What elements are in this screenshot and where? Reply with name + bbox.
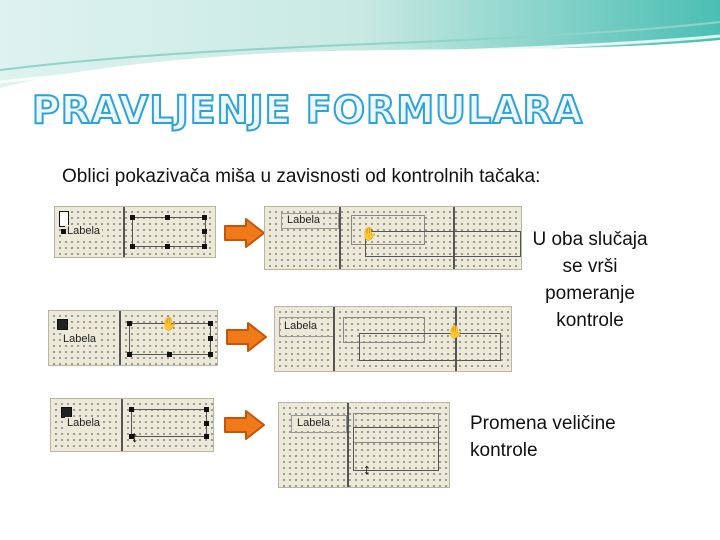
- selection-handle: [204, 434, 209, 439]
- selection-handle: [130, 215, 135, 220]
- selection-handle: [167, 352, 172, 357]
- dragged-outline: [359, 333, 501, 361]
- selection-handle: [130, 244, 135, 249]
- grid-divider: [121, 399, 123, 451]
- grid-divider: [347, 403, 349, 487]
- selection-handle: [165, 244, 170, 249]
- page-title: PRAVLJENJE FORMULARA: [32, 88, 584, 132]
- control-label: Labela: [63, 333, 97, 345]
- page-subtitle: Oblici pokazivača miša u zavisnosti od kontrolnih tačaka:: [62, 166, 541, 187]
- orange-right-arrow-icon: [224, 320, 270, 354]
- control-box: [131, 409, 207, 437]
- control-box: [132, 217, 206, 247]
- selection-handle: [202, 244, 207, 249]
- screenshot-row3-after: [278, 402, 450, 488]
- selection-handle: [61, 229, 66, 234]
- orange-right-arrow-icon: [222, 216, 268, 250]
- screenshot-row1-before: [54, 206, 216, 258]
- control-label: Labela: [284, 320, 318, 332]
- resize-note: Promena veličine kontrole: [470, 413, 616, 461]
- selection-handle: [208, 321, 213, 326]
- selection-handle: [127, 321, 132, 326]
- hand-cursor-icon: ✋: [361, 226, 378, 241]
- vertical-resize-cursor-icon: ↕: [131, 429, 139, 446]
- screenshot-row2-after: [274, 306, 512, 372]
- grid-divider: [123, 207, 125, 257]
- control-label: Labela: [287, 214, 321, 226]
- move-note: U oba slučaja se vrši pomeranje kontrole: [532, 229, 648, 331]
- orange-right-arrow-icon: [222, 408, 268, 442]
- selection-handle: [202, 215, 207, 220]
- header-wave-band: [0, 0, 720, 95]
- grid-divider: [333, 307, 335, 371]
- dragged-outline: [365, 231, 521, 257]
- selection-handle: [208, 336, 213, 341]
- screenshot-row2-before: [48, 310, 218, 366]
- selection-handle: [129, 407, 134, 412]
- selection-handle: [202, 229, 207, 234]
- anchor-handle: [57, 319, 68, 330]
- screenshot-row1-after: [264, 206, 522, 270]
- grid-divider: [339, 207, 341, 269]
- control-label: Labela: [297, 417, 331, 429]
- hand-cursor-icon: ✋: [161, 316, 178, 331]
- selection-handle: [127, 352, 132, 357]
- grid-divider: [119, 311, 121, 365]
- selection-handle: [208, 352, 213, 357]
- vertical-resize-cursor-icon: ↕: [363, 461, 371, 478]
- control-label: Labela: [67, 417, 101, 429]
- selection-handle: [204, 421, 209, 426]
- selection-handle: [204, 407, 209, 412]
- selection-handle: [165, 215, 170, 220]
- hand-cursor-icon: ✋: [447, 324, 464, 339]
- control-label: Labela: [67, 225, 101, 237]
- screenshot-row3-before: [50, 398, 214, 452]
